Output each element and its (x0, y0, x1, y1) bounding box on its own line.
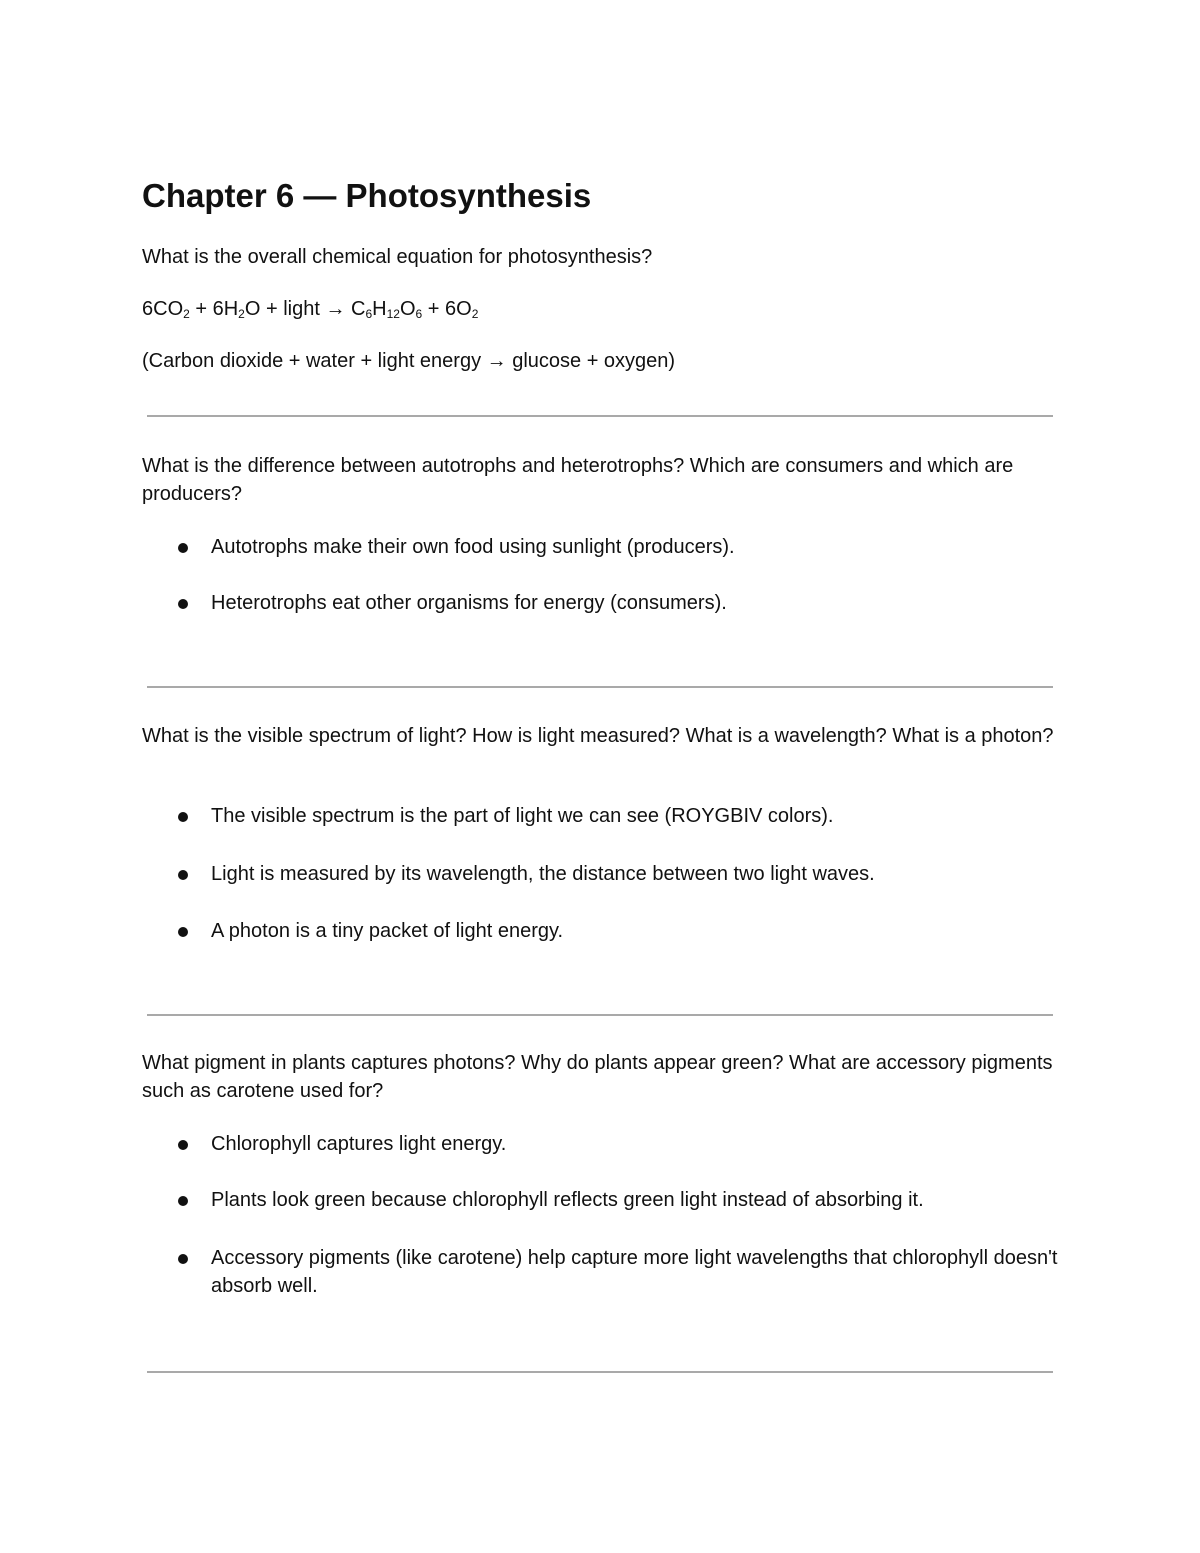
equation-subscript: 6 (415, 307, 423, 321)
section-divider (147, 415, 1053, 417)
equation-subscript: 2 (471, 307, 479, 321)
section-divider (147, 686, 1053, 688)
answer-item: A photon is a tiny packet of light energy. (211, 920, 564, 942)
answer-item: The visible spectrum is the part of light we can see (ROYGBIV colors). (211, 805, 834, 827)
equation-subscript: 2 (238, 307, 245, 321)
bullet-icon (178, 599, 188, 609)
question-4: What pigment in plants captures photons? Why do plants appear green? What are accessory pigments such as carotene used for? (142, 1052, 1053, 1102)
bullet-icon (178, 812, 188, 822)
section-divider (147, 1371, 1053, 1373)
answer-item: Autotrophs make their own food using sunlight (producers). (211, 536, 735, 558)
equation-in-words: (Carbon dioxide + water + light energy → glucose + oxygen) (142, 350, 676, 372)
answer-item: Light is measured by its wavelength, the distance between two light waves. (211, 863, 875, 885)
equation-text: O (399, 298, 416, 320)
equation-text: H (372, 298, 387, 320)
chemical-equation (142, 295, 1057, 323)
question-3: What is the visible spectrum of light? How is light measured? What is a wavelength? What is a photon? (142, 725, 1054, 747)
section-divider (147, 1014, 1053, 1016)
equation-subscript: 12 (386, 307, 400, 321)
question-1: What is the overall chemical equation for photosynthesis? (142, 246, 653, 268)
equation-text: 6CO (142, 298, 184, 320)
equation-text: O + light → C (244, 298, 366, 320)
bullet-icon (178, 543, 188, 553)
answer-item: Heterotrophs eat other organisms for energy (consumers). (211, 592, 727, 614)
answer-item: Chlorophyll captures light energy. (211, 1133, 507, 1155)
bullet-icon (178, 927, 188, 937)
bullet-icon (178, 870, 188, 880)
equation-subscript: 2 (183, 307, 190, 321)
equation-text: + 6H (189, 298, 239, 320)
bullet-icon (178, 1254, 188, 1264)
bullet-icon (178, 1140, 188, 1150)
answer-item: Plants look green because chlorophyll reflects green light instead of absorbing it. (211, 1189, 924, 1211)
answer-item: Accessory pigments (like carotene) help capture more light wavelengths that chlorophyll doesn't absorb well. (211, 1247, 1058, 1297)
bullet-icon (178, 1196, 188, 1206)
equation-subscript: 6 (365, 307, 373, 321)
equation-text: + 6O (422, 298, 472, 320)
page-title: Chapter 6 — Photosynthesis (142, 177, 592, 214)
question-2: What is the difference between autotrophs and heterotrophs? Which are consumers and which are producers? (142, 455, 1014, 505)
